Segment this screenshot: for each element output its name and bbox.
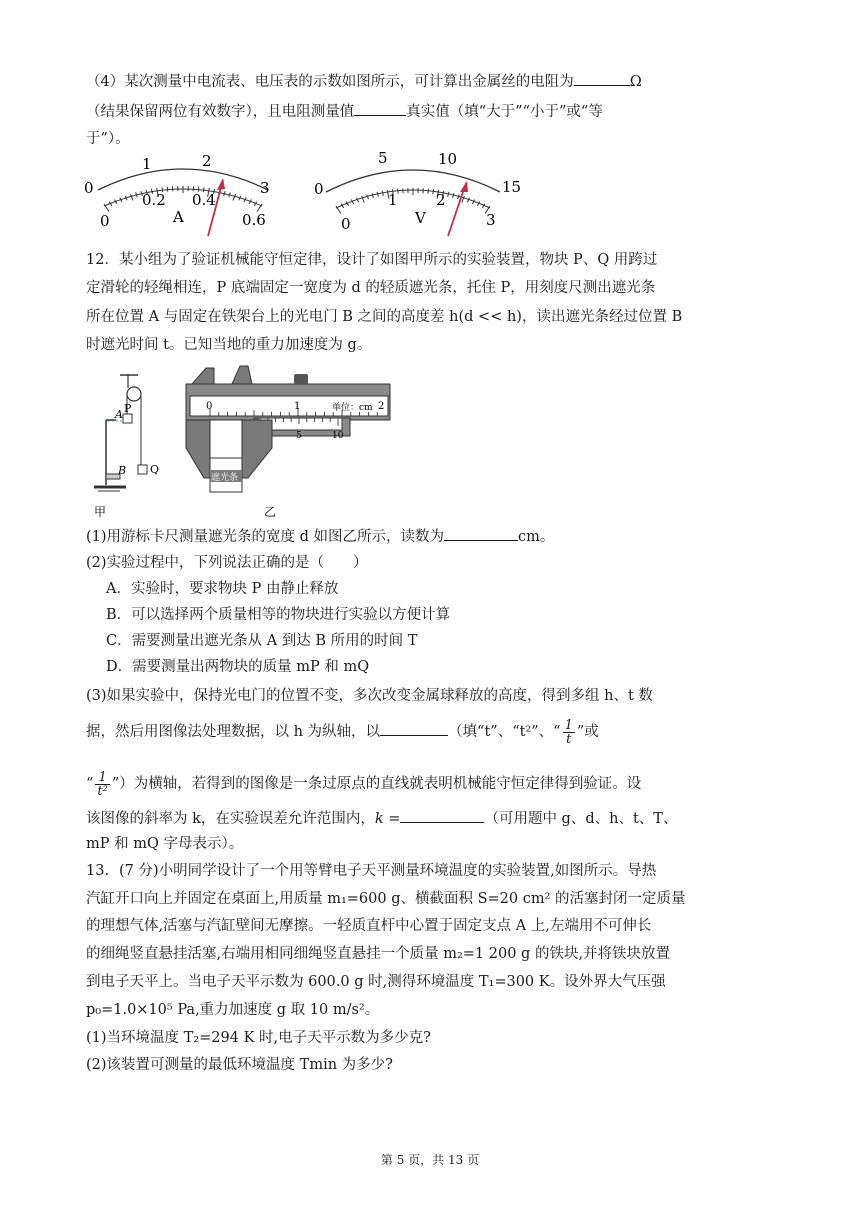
svg-text:A: A xyxy=(173,208,184,226)
q13-line6: p₀=1.0×10⁵ Pa,重力加速度 g 取 10 m/s²。 xyxy=(86,1002,380,1018)
q13-line3: 的理想气体,活塞与汽缸壁间无摩擦。一轻质直杆中心置于固定支点 A 上,左端用不可伸长 xyxy=(86,918,652,934)
pulley-icon xyxy=(127,387,141,401)
dial-tick xyxy=(398,189,399,194)
svg-text:0: 0 xyxy=(84,179,94,197)
q13-question1: (1)当环境温度 T₂=294 K 时,电子天平示数为多少克? xyxy=(86,1030,431,1046)
q12-option-a: A．实验时，要求物块 P 由静止释放 xyxy=(106,581,339,597)
q12-option-d: D．需要测量出两物块的质量 mP 和 mQ xyxy=(106,659,370,675)
compare-blank xyxy=(354,101,406,116)
width-reading-blank xyxy=(444,526,518,541)
dial-tick xyxy=(167,187,168,192)
q12-option-b: B．可以选择两个质量相等的物块进行实验以方便计算 xyxy=(106,607,451,623)
q12-option-c: C．需要测量出遮光条从 A 到达 B 所用的时间 T xyxy=(106,633,418,649)
dial-tick xyxy=(130,194,133,200)
svg-text:10: 10 xyxy=(438,150,458,168)
svg-text:0: 0 xyxy=(206,401,213,412)
dial-tick xyxy=(428,189,429,194)
fraction-1-over-t: $\frac{1}{t}$ xyxy=(564,717,573,747)
q12-line2: 定滑轮的轻绳相连，P 底端固定一宽度为 d 的轻质遮光条，托住 P，用刻度尺测出遮光条 xyxy=(86,280,656,296)
svg-text:0: 0 xyxy=(100,212,110,230)
q13-line4: 的细绳竖直悬挂活塞,右端用相同细绳竖直悬挂一个质量 m₂=1 200 g 的铁块,并将铁块放置 xyxy=(86,946,671,962)
svg-text:0: 0 xyxy=(314,180,324,198)
svg-text:1: 1 xyxy=(142,155,152,173)
svg-text:B: B xyxy=(118,464,127,477)
svg-text:A: A xyxy=(115,408,123,421)
svg-text:0: 0 xyxy=(341,215,351,233)
resistance-blank xyxy=(574,71,630,86)
svg-text:5: 5 xyxy=(378,150,388,167)
dial-tick xyxy=(372,193,373,198)
svg-text:0.2: 0.2 xyxy=(142,191,166,209)
q12-part3-line1: (3)如果实验中，保持光电门的位置不变，多次改变金属球释放的高度，得到多组 h、t 数 xyxy=(86,688,653,704)
meters-figure xyxy=(78,150,538,238)
svg-text:甲: 甲 xyxy=(94,505,107,519)
q11-4-line2: （结果保留两位有效数字），且电阻测量值 真实值（填“大于”“小于”或“等 xyxy=(86,101,603,122)
apparatus-figure xyxy=(86,370,176,520)
q12-part3-line3: “ $\frac{1}{\text{t²}}$ ”）为横轴，若得到的图像是一条过原点的直线就表明机械能守恒定律得到验证。设 xyxy=(86,769,642,799)
dial-tick xyxy=(448,192,449,197)
q12-part3-line2: 据，然后用图像法处理数据，以 h 为纵轴，以 （填“t”、“t²”、“ $\frac{1}{t}$ ”或 xyxy=(86,717,599,747)
q13-line5: 到电子天平上。当电子天平示数为 600.0 g 时,测得环境温度 T₁=300 K。设外界大气压强 xyxy=(86,974,666,990)
svg-text:2: 2 xyxy=(378,401,385,412)
svg-text:1: 1 xyxy=(294,401,301,412)
dial-tick xyxy=(433,189,434,194)
q12-line4: 时遮光时间 t。已知当地的重力加速度为 g。 xyxy=(86,337,372,353)
svg-text:单位：cm: 单位：cm xyxy=(332,403,373,413)
svg-text:10: 10 xyxy=(332,431,344,441)
svg-text:1: 1 xyxy=(388,191,398,209)
svg-text:2: 2 xyxy=(436,191,446,209)
dial-tick xyxy=(377,192,378,197)
q12-part3-line4: 该图像的斜率为 k，在实验误差允许范围内，k = （可用题中 g、d、h、t、T、 xyxy=(86,808,677,829)
q12-line1: 12．某小组为了验证机械能守恒定律，设计了如图甲所示的实验装置，物块 P、Q 用跨过 xyxy=(86,252,658,268)
svg-text:0.4: 0.4 xyxy=(192,191,216,209)
svg-text:Q: Q xyxy=(150,463,160,476)
page-footer: 第 5 页，共 13 页 xyxy=(380,1153,480,1167)
q11-4-line1: （4）某次测量中电流表、电压表的示数如图所示，可计算出金属丝的电阻为 Ω xyxy=(86,71,642,92)
dial-tick xyxy=(453,193,454,198)
q12-part1: (1)用游标卡尺测量遮光条的宽度 d 如图乙所示，读数为 cm。 xyxy=(86,526,554,547)
svg-text:3: 3 xyxy=(260,179,270,197)
fraction-1-over-t2: $\frac{1}{\text{t²}}$ xyxy=(97,769,108,799)
svg-text:遮光条: 遮光条 xyxy=(211,473,239,483)
voltmeter-dial xyxy=(314,150,521,236)
dial-tick xyxy=(382,191,383,196)
q12-line3: 所在位置 A 与固定在铁架台上的光电门 B 之间的高度差 h(d << h)，读出遮光条经过位置 B xyxy=(86,309,683,325)
q11-4-line3: 于”）。 xyxy=(86,131,130,147)
q12-part2: (2)实验过程中，下列说法正确的是（ ） xyxy=(86,555,368,571)
q13-line1: 13．(7 分)小明同学设计了一个用等臂电子天平测量环境温度的实验装置,如图所示。导热 xyxy=(86,863,657,879)
axis-choice-blank xyxy=(380,721,448,736)
svg-text:P: P xyxy=(124,402,132,415)
vernier-caliper-figure xyxy=(182,358,394,518)
q13-line2: 汽缸开口向上并固定在桌面上,用质量 m₁=600 g、横截面积 S=20 cm² 的活塞封闭一定质量 xyxy=(86,891,686,907)
dial-tick xyxy=(233,194,236,200)
q13-question2: (2)该装置可测量的最低环境温度 Tmin 为多少? xyxy=(86,1057,393,1073)
ammeter-dial xyxy=(84,152,270,236)
svg-text:5: 5 xyxy=(296,431,302,441)
svg-text:0.6: 0.6 xyxy=(242,211,266,229)
svg-text:3: 3 xyxy=(486,211,496,229)
slope-blank xyxy=(400,808,484,823)
svg-text:乙: 乙 xyxy=(264,505,277,518)
q12-part3-line5: mP 和 mQ 字母表示）。 xyxy=(86,836,244,852)
svg-text:15: 15 xyxy=(502,178,522,196)
svg-text:V: V xyxy=(415,209,426,227)
svg-text:2: 2 xyxy=(202,152,212,170)
